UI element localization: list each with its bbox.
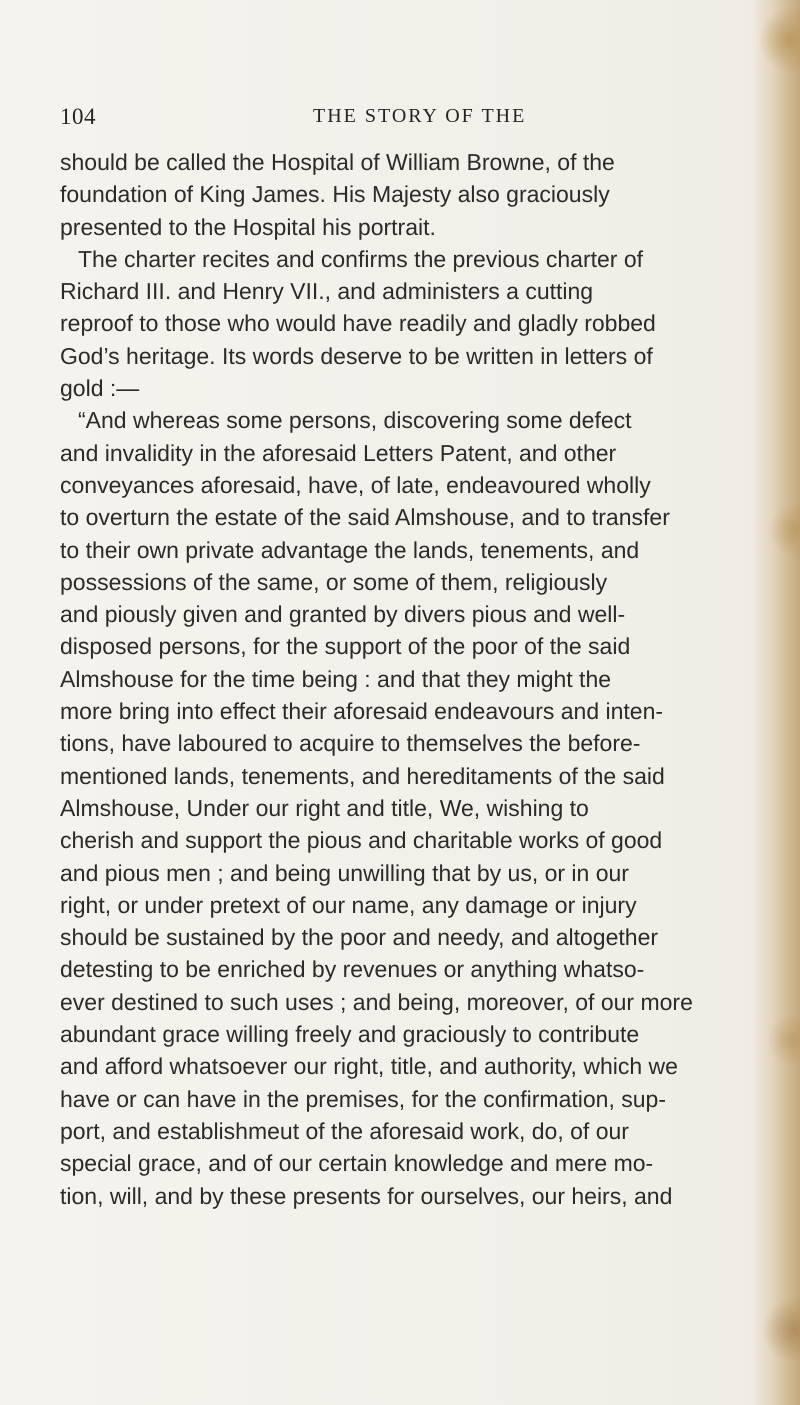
text-line: foundation of King James. His Majesty also graciously: [60, 181, 610, 208]
text-line: ever destined to such uses ; and being, moreover, of our more: [60, 988, 693, 1015]
running-head: [60, 104, 660, 134]
text-line: cherish and support the pious and charitable works of good: [60, 827, 663, 854]
text-line: to their own private advantage the lands, tenements, and: [60, 536, 640, 563]
text-line: special grace, and of our certain knowledge and mere mo-: [60, 1150, 654, 1177]
body-text: [60, 146, 760, 1212]
running-title: THE STORY OF THE: [313, 105, 527, 127]
text-line: disposed persons, for the support of the poor of the said: [60, 633, 631, 660]
text-line: should be called the Hospital of William Browne, of the: [60, 149, 615, 175]
text-line: detesting to be enriched by revenues or anything whatso-: [60, 956, 645, 983]
text-line: abundant grace willing freely and graciously to contribute: [60, 1021, 640, 1048]
page-number: 104: [60, 104, 96, 129]
text-line: and invalidity in the aforesaid Letters Patent, and other: [60, 439, 617, 466]
text-line: tions, have laboured to acquire to themselves the before-: [60, 730, 641, 757]
text-line: gold :—: [60, 375, 140, 402]
text-line: Richard III. and Henry VII., and administers a cutting: [60, 278, 594, 305]
text-line: God’s heritage. Its words deserve to be written in letters of: [60, 342, 653, 369]
text-line: Almshouse for the time being : and that they might the: [60, 665, 612, 692]
text-line: reproof to those who would have readily and gladly robbed: [60, 310, 656, 337]
text-line: mentioned lands, tenements, and hereditaments of the said: [60, 762, 665, 789]
text-line: conveyances aforesaid, have, of late, endeavoured wholly: [60, 471, 651, 498]
text-line: right, or under pretext of our name, any damage or injury: [60, 891, 637, 918]
text-line: to overturn the estate of the said Almshouse, and to transfer: [60, 504, 670, 531]
text-line: more bring into effect their aforesaid endeavours and inten-: [60, 698, 664, 725]
text-line: have or can have in the premises, for the confirmation, sup-: [60, 1085, 666, 1112]
text-line: presented to the Hospital his portrait.: [60, 213, 436, 240]
text-line: tion, will, and by these presents for ourselves, our heirs, and: [60, 1182, 673, 1209]
text-line: and piously given and granted by divers pious and well-: [60, 601, 626, 628]
text-line: “And whereas some persons, discovering some defect: [78, 407, 632, 434]
text-line: possessions of the same, or some of them, religiously: [60, 568, 608, 595]
text-line: Almshouse, Under our right and title, We, wishing to: [60, 794, 589, 821]
text-line: should be sustained by the poor and needy, and altogether: [60, 924, 659, 951]
text-line: port, and establishmeut of the aforesaid work, do, of our: [60, 1117, 629, 1144]
text-line: and afford whatsoever our right, title, and authority, which we: [60, 1053, 678, 1080]
text-line: The charter recites and confirms the previous charter of: [78, 245, 644, 272]
text-line: and pious men ; and being unwilling that by us, or in our: [60, 859, 629, 886]
